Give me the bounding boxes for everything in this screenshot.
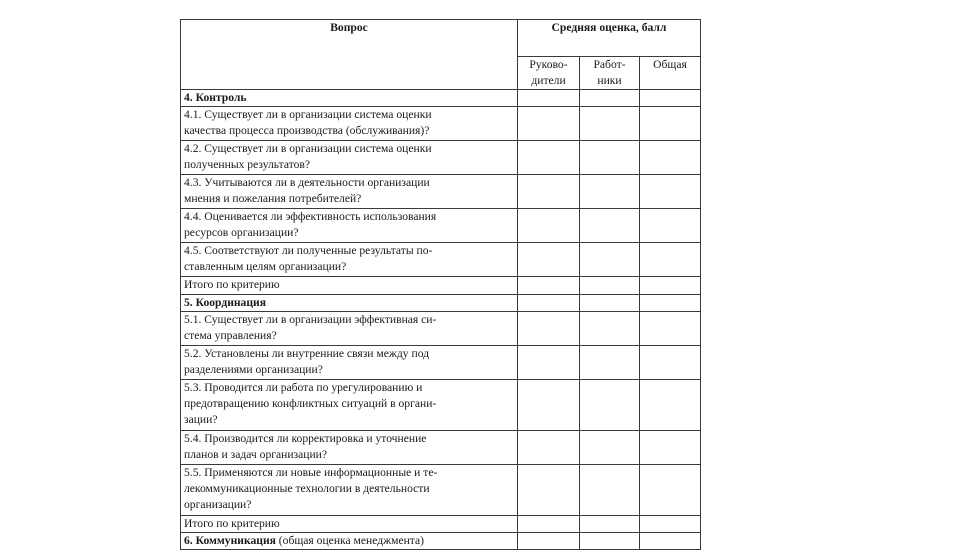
score-cell-overall bbox=[640, 431, 701, 465]
score-cell-workers bbox=[580, 465, 640, 516]
section-heading bbox=[181, 90, 518, 107]
table-body bbox=[181, 90, 701, 550]
score-cell-managers bbox=[518, 243, 580, 277]
score-cell-workers bbox=[580, 516, 640, 533]
table-row bbox=[181, 312, 701, 346]
section-number: 5. bbox=[184, 296, 193, 309]
score-cell-managers bbox=[518, 312, 580, 346]
table-row bbox=[181, 346, 701, 380]
score-cell-managers bbox=[518, 175, 580, 209]
score-cell-overall bbox=[640, 516, 701, 533]
score-cell-managers bbox=[518, 533, 580, 550]
question-text: 5.3. Проводится ли работа по урегулированию и предотвращению конфликтных ситуаций в органи- зации? bbox=[181, 380, 518, 431]
score-cell-managers bbox=[518, 465, 580, 516]
section-title: Контроль bbox=[195, 91, 247, 104]
score-cell-workers bbox=[580, 533, 640, 550]
score-cell-workers bbox=[580, 243, 640, 277]
header-managers: Руково- дители bbox=[518, 57, 580, 90]
question-text: 4.4. Оценивается ли эффективность использования ресурсов организации? bbox=[181, 209, 518, 243]
score-cell-overall bbox=[640, 209, 701, 243]
score-cell-managers bbox=[518, 90, 580, 107]
score-cell-workers bbox=[580, 277, 640, 295]
section-title-note: (общая оценка менеджмента) bbox=[275, 534, 425, 547]
score-cell-workers bbox=[580, 175, 640, 209]
score-cell-workers bbox=[580, 295, 640, 312]
score-cell-overall bbox=[640, 141, 701, 175]
question-text: 4.2. Существует ли в организации система оценки полученных результатов? bbox=[181, 141, 518, 175]
section-heading bbox=[181, 295, 518, 312]
questionnaire-table bbox=[180, 19, 701, 550]
score-cell-overall bbox=[640, 312, 701, 346]
score-cell-workers bbox=[580, 209, 640, 243]
score-cell-overall bbox=[640, 295, 701, 312]
score-cell-workers bbox=[580, 431, 640, 465]
question-text: 5.2. Установлены ли внутренние связи между под разделениями организации? bbox=[181, 346, 518, 380]
score-cell-managers bbox=[518, 380, 580, 431]
section-number: 6. bbox=[184, 534, 193, 547]
question-text: 5.1. Существует ли в организации эффективная си- стема управления? bbox=[181, 312, 518, 346]
table-row bbox=[181, 431, 701, 465]
total-row bbox=[181, 516, 701, 533]
score-cell-managers bbox=[518, 107, 580, 141]
question-text: 4.3. Учитываются ли в деятельности организации мнения и пожелания потребителей? bbox=[181, 175, 518, 209]
question-text: 4.5. Соответствуют ли полученные результаты по- ставленным целям организации? bbox=[181, 243, 518, 277]
section-row bbox=[181, 295, 701, 312]
total-row bbox=[181, 277, 701, 295]
header-overall: Общая bbox=[640, 57, 701, 90]
table-row bbox=[181, 107, 701, 141]
score-cell-workers bbox=[580, 90, 640, 107]
table-row bbox=[181, 141, 701, 175]
score-cell-overall bbox=[640, 465, 701, 516]
score-cell-workers bbox=[580, 141, 640, 175]
score-cell-overall bbox=[640, 346, 701, 380]
score-cell-managers bbox=[518, 141, 580, 175]
table-row bbox=[181, 465, 701, 516]
score-cell-overall bbox=[640, 90, 701, 107]
total-label: Итого по критерию bbox=[181, 277, 518, 295]
total-label: Итого по критерию bbox=[181, 516, 518, 533]
score-cell-workers bbox=[580, 380, 640, 431]
score-cell-managers bbox=[518, 209, 580, 243]
score-cell-managers bbox=[518, 295, 580, 312]
section-title: Координация bbox=[195, 296, 266, 309]
table-row bbox=[181, 175, 701, 209]
score-cell-managers bbox=[518, 277, 580, 295]
table-row bbox=[181, 380, 701, 431]
score-cell-workers bbox=[580, 107, 640, 141]
header-question: Вопрос bbox=[181, 20, 518, 90]
header-workers: Работ- ники bbox=[580, 57, 640, 90]
score-cell-overall bbox=[640, 380, 701, 431]
table-row bbox=[181, 209, 701, 243]
score-cell-managers bbox=[518, 431, 580, 465]
score-cell-managers bbox=[518, 516, 580, 533]
question-text: 4.1. Существует ли в организации система оценки качества процесса производства (обслуживания)? bbox=[181, 107, 518, 141]
section-title: Коммуникация bbox=[195, 534, 276, 547]
score-cell-overall bbox=[640, 277, 701, 295]
score-cell-overall bbox=[640, 107, 701, 141]
header-average-score: Средняя оценка, балл bbox=[518, 20, 701, 57]
question-text: 5.4. Производится ли корректировка и уточнение планов и задач организации? bbox=[181, 431, 518, 465]
score-cell-overall bbox=[640, 533, 701, 550]
score-cell-overall bbox=[640, 175, 701, 209]
question-text: 5.5. Применяются ли новые информационные и те- лекоммуникационные технологии в деятельности организации? bbox=[181, 465, 518, 516]
score-cell-workers bbox=[580, 312, 640, 346]
section-row bbox=[181, 90, 701, 107]
section-heading bbox=[181, 533, 518, 550]
score-cell-overall bbox=[640, 243, 701, 277]
table-row bbox=[181, 243, 701, 277]
section-row bbox=[181, 533, 701, 550]
score-cell-managers bbox=[518, 346, 580, 380]
score-cell-workers bbox=[580, 346, 640, 380]
section-number: 4. bbox=[184, 91, 193, 104]
